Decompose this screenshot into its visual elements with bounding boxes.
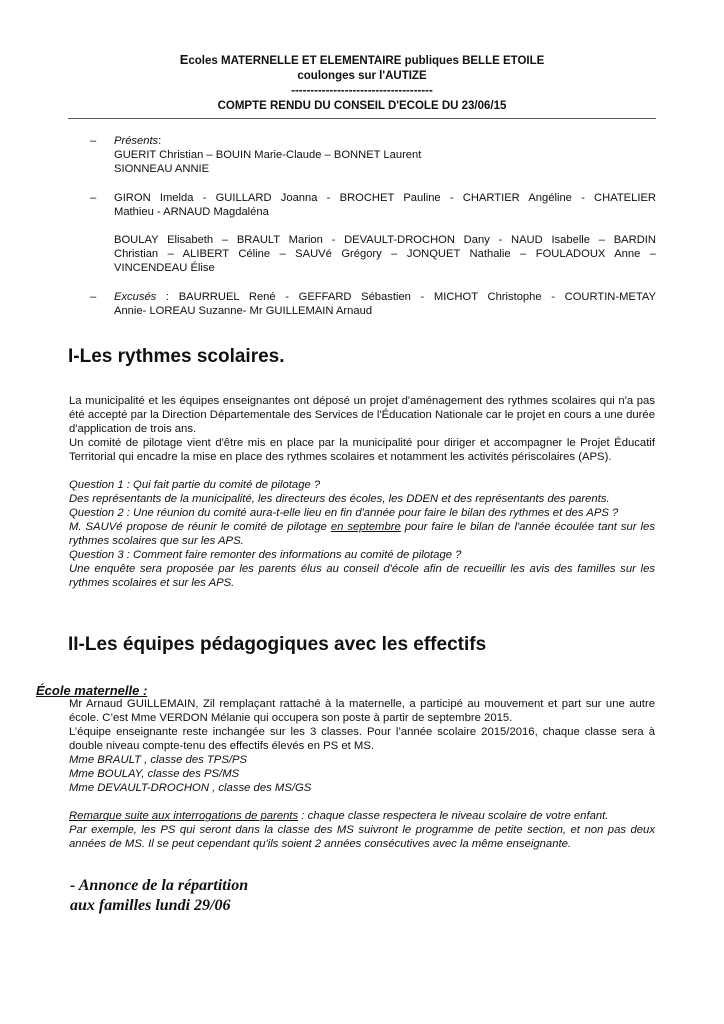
class-line: Mme DEVAULT-DROCHON , classe des MS/GS [69,782,312,794]
question: Question 1 : Qui fait partie du comité de pilotage ? [69,479,321,491]
teachers-line: Christian – ALIBERT Céline – SAUVé Grégory – JONQUET Nathalie – FOULADOUX Anne – [114,248,656,260]
report-title: COMPTE RENDU DU CONSEIL D'ECOLE DU 23/06/15 [217,100,507,112]
answer: M. SAUVé propose de réunir le comité de pilotage en septembre pour faire le bilan de l'année écoulée tant sur les rythmes scolaires que sur les APS. [69,521,655,547]
document-header [68,52,656,114]
teachers-line: BOULAY Elisabeth – BRAULT Marion - DEVAULT-DROCHON Dany - NAUD Isabelle – BARDIN [114,234,656,246]
presents-line: SIONNEAU ANNIE [114,163,210,175]
town-name: coulonges sur l'AUTIZE [297,70,427,82]
answer: Une enquête sera proposée par les parents élus au conseil d'école afin de recueillir les avis des familles sur les rythmes scolaires et sur les APS. [69,563,655,589]
teachers-line: Mathieu - ARNAUD Magdaléna [114,206,269,218]
teachers-line: VINCENDEAU Élise [114,262,215,274]
paragraph: Un comité de pilotage vient d'être mis en place par la municipalité pour diriger et accompagner le Projet Éducatif Territorial qui encadre la mise en place des rythmes scolaires et notamment les activités périscolaires (APS). [69,437,655,463]
teachers-line: GIRON Imelda - GUILLARD Joanna - BROCHET Pauline - CHARTIER Angéline - CHATELIER [114,192,656,204]
excuses-label: Excusés [114,291,157,303]
document-page: Ecoles MATERNELLE ET ELEMENTAIRE publiques BELLE ETOILE coulonges sur l'AUTIZE ------------------------------------- COMPTE RENDU DU CONSEIL D'ECOLE DU 23/06/15 – Présents: GUERIT Christian – BOUIN Marie-Claude – BONNET Laurent SIONNEAU ANNIE – GIRON Imelda - GUILLARD Joanna - BROCHET Pauline - CHARTIER Angéline - CHATELIER Mathieu - ARNAUD Magdaléna BOULAY Elisabeth – BRAULT Marion - DEVAULT-DROCHON Dany - NAUD Isabelle – BARDIN Christian – ALIBERT Céline – SAUVé Grégory – JONQUET Nathalie – FOULADOUX Anne – VINCENDEAU Élise – Excusés : BAURRUEL René - GEFFARD Sébastien - MICHOT Christophe - COURTIN-METAY Annie- LOREAU Suzanne- Mr GUILLEMAIN Arnaud I-Les rythmes scolaires. La municipalité et les équipes enseignantes ont déposé un projet d'aménagement des rythmes scolaires qui n'a pas été accepté par la Direction Départementale des Services de l'Éducation Nationale car le projet en cours a une durée d'application de trois ans. Un comité de pilotage vient d'être mis en place par la municipalité pour diriger et accompagner le Projet Éducatif Territorial qui encadre la mise en place des rythmes scolaires et notamment les activités périscolaires (APS). Question 1 : Qui fait partie du comité de pilotage ? Des représentants de la municipalité, les directeurs des écoles, les DDEN et des représentants des parents. Question 2 : Une réunion du comité aura-t-elle lieu en fin d'année pour faire le bilan des rythmes et des APS ? M. SAUVé propose de réunir le comité de pilotage en septembre pour faire le bilan de l'année écoulée tant sur les rythmes scolaires que sur les APS. Question 3 : Comment faire remonter des informations au comité de pilotage ? Une enquête sera proposée par les parents élus au conseil d'école afin de recueillir les avis des familles sur les rythmes scolaires et sur les APS. II-Les équipes pédagogiques avec les effectifs École maternelle : Mr Arnaud GUILLEMAIN, Zil remplaçant rattaché à la maternelle, a participé au mouvement et part sur une autre école. C’est Mme VERDON Mélanie qui occupera son poste à partir de septembre 2015. L’équipe enseignante reste inchangée sur les 3 classes. Pour l’année scolaire 2015/2016, chaque classe sera à double niveau compte-tenu des effectifs élevés en PS et MS. Mme BRAULT , classe des TPS/PS Mme BOULAY, classe des PS/MS Mme DEVAULT-DROCHON , classe des MS/GS Remarque suite aux interrogations de parents : chaque classe respectera le niveau scolaire de votre enfant. Par exemple, les PS qui seront dans la classe des MS suivront le programme de petite section, et non pas deux années de MS. Il se peut cependant qu'ils soient 2 années consécutives avec la même enseignante. - Annonce de la répartition aux familles lundi 29/06 [36,52,656,914]
header-separator: ------------------------------------- [291,85,433,97]
question: Question 3 : Comment faire remonter des informations au comité de pilotage ? [69,549,462,561]
announcement: - Annonce de la répartition aux familles lundi 29/06 [70,877,249,914]
section-title-equipes: II-Les équipes pédagogiques avec les effectifs [68,634,487,655]
remark: Remarque suite aux interrogations de parents : chaque classe respectera le niveau scolaire de votre enfant. [69,810,609,822]
school-name: Ecoles MATERNELLE ET ELEMENTAIRE publiques BELLE ETOILE [179,52,545,67]
paragraph: La municipalité et les équipes enseignantes ont déposé un projet d'aménagement des rythmes scolaires qui n'a pas été accepté par la Direction Départementale des Services de l'Éducation Nationale car le projet en cours a une durée d'application de trois ans. [69,395,655,435]
paragraph: L’équipe enseignante reste inchangée sur les 3 classes. Pour l’année scolaire 2015/2016, chaque classe sera à double niveau compte-tenu des effectifs élevés en PS et MS. [69,726,655,752]
section-title-rythmes: I-Les rythmes scolaires. [68,346,285,367]
excuses-line: Annie- LOREAU Suzanne- Mr GUILLEMAIN Arnaud [114,305,373,317]
presents-label: Présents [114,135,159,147]
answer: Des représentants de la municipalité, les directeurs des écoles, les DDEN et des représentants des parents. [69,493,610,505]
class-line: Mme BRAULT , classe des TPS/PS [69,754,248,766]
section-rythmes-body [69,394,655,590]
question: Question 2 : Une réunion du comité aura-t-elle lieu en fin d'année pour faire le bilan des rythmes et des APS ? [69,507,619,519]
class-line: Mme BOULAY, classe des PS/MS [69,768,240,780]
remark: Par exemple, les PS qui seront dans la classe des MS suivront le programme de petite section, et non pas deux années de MS. Il se peut cependant qu'ils soient 2 années consécutives avec la même enseignante. [69,824,655,850]
subsection-title-maternelle: École maternelle : [36,683,148,698]
presents-line: GUERIT Christian – BOUIN Marie-Claude – BONNET Laurent [114,149,422,161]
header-rule [68,118,656,119]
section-equipes-body [69,697,655,851]
paragraph: Mr Arnaud GUILLEMAIN, Zil remplaçant rattaché à la maternelle, a participé au mouvement et part sur une autre école. C’est Mme VERDON Mélanie qui occupera son poste à partir de septembre 2015. [69,698,655,724]
